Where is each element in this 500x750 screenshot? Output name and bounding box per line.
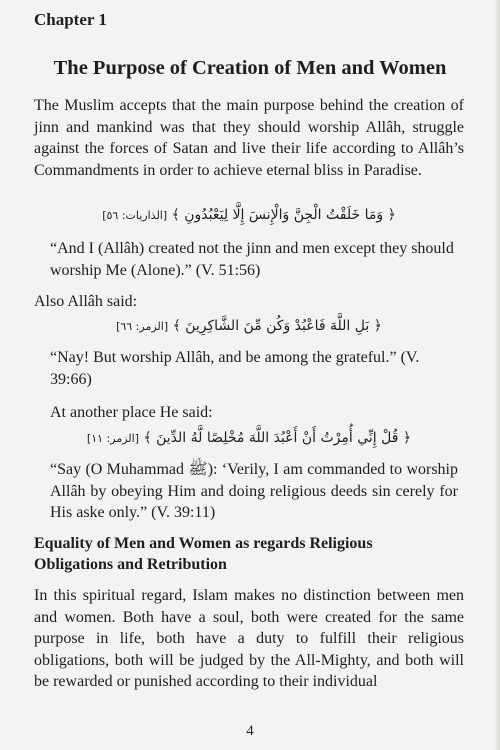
section-paragraph: In this spiritual regard, Islam makes no distinction between men and women. Both have a soul, both were created for the same purpose in life, both have a duty to fulfill their religious obligations, both will be judged by the All-Mighty, and both will be rewarded or punished according to their individual (34, 587, 464, 690)
arabic-verse-2 (34, 318, 464, 334)
intro-paragraph: The Muslim accepts that the main purpose behind the creation of jinn and mankind was that they should worship Allâh, struggle against the forces of Satan and live their life according to Allâh’s Commandments in order to achieve eternal bliss in Paradise. (34, 97, 464, 179)
chapter-title: The Purpose of Creation of Men and Women (53, 57, 447, 79)
arabic-verse-1 (34, 207, 464, 223)
page-number: 4 (246, 723, 254, 739)
chapter-label: Chapter 1 (34, 10, 107, 29)
also-said-line: Also Allâh said: (34, 293, 138, 310)
arabic-verse-reference: [الزمر: ٦٦] (116, 320, 169, 333)
arabic-verse-3 (34, 430, 464, 446)
arabic-verse-reference: [الذاريات: ٥٦] (102, 209, 168, 222)
arabic-verse-text: ﴿ قُلْ إِنِّي أُمِرْتُ أَنْ أَعْبُدَ اللَّهَ مُخْلِصًا لَّهُ الدِّينَ ﴾ (143, 430, 412, 446)
another-place-line: At another place He said: (50, 404, 213, 421)
section-heading: Equality of Men and Women as regards Religious Obligations and Retribution (34, 535, 373, 573)
page-edge-shadow (494, 0, 500, 750)
verse-translation-2: “Nay! But worship Allâh, and be among the grateful.” (V. 39:66) (50, 349, 420, 388)
verse-translation-3: “Say (O Muhammad ﷺ): ‘Verily, I am commanded to worship Allâh by obeying Him and doing religious deeds sin cerely for His aske only.” (V. 39:11) (50, 461, 459, 521)
arabic-verse-text: ﴿ وَمَا خَلَقْتُ الْجِنَّ وَالْإِنسَ إِلَّا لِيَعْبُدُونِ ﴾ (171, 207, 396, 223)
verse-translation-1: “And I (Allâh) created not the jinn and men except they should worship Me (Alone).” (V. 51:56) (50, 240, 454, 279)
arabic-verse-reference: [الزمر: ١١] (86, 432, 139, 445)
arabic-verse-text: ﴿ بَلِ اللَّهَ فَاعْبُدْ وَكُن مِّنَ الشَّاكِرِينَ ﴾ (172, 318, 382, 334)
